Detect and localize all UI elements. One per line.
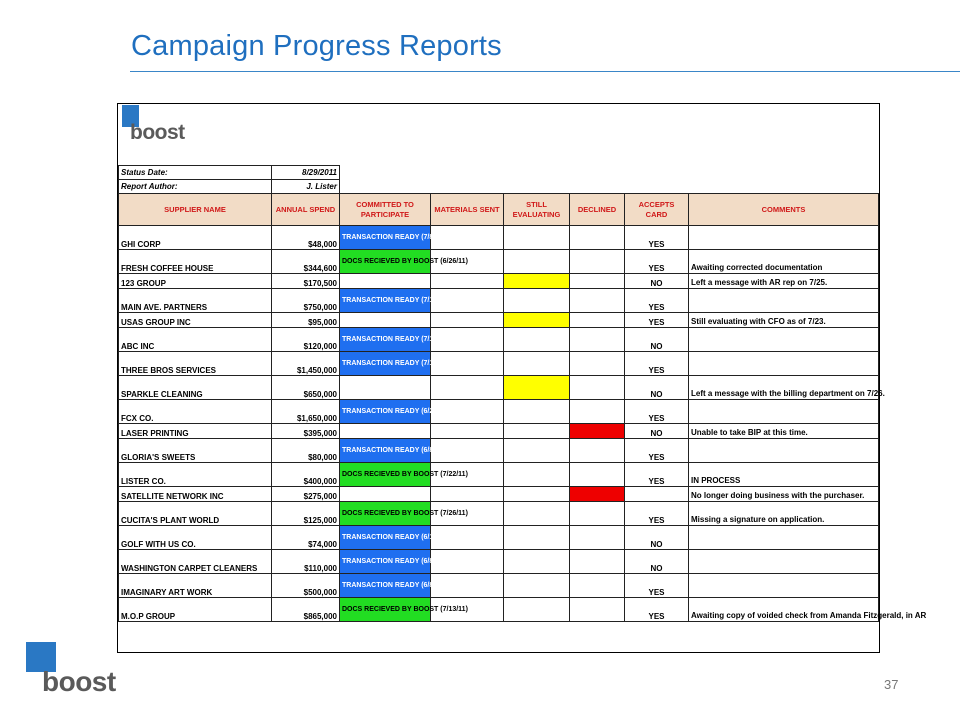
still-evaluating-cell (504, 313, 570, 328)
annual-spend: $400,000 (272, 463, 340, 487)
annual-spend: $750,000 (272, 289, 340, 313)
declined-cell (570, 574, 625, 598)
committed-status: DOCS RECIEVED BY BOOST (7/13/11) (340, 598, 431, 622)
still-evaluating-cell (504, 424, 570, 439)
annual-spend: $275,000 (272, 487, 340, 502)
report-logo (121, 104, 201, 154)
accepts-card: YES (625, 400, 689, 424)
supplier-name: GHI CORP (119, 226, 272, 250)
accepts-card: NO (625, 376, 689, 400)
status-date-row (119, 166, 879, 180)
still-evaluating-cell (504, 376, 570, 400)
comments: No longer doing business with the purchaser. (689, 487, 879, 502)
committed-status: TRANSACTION READY (6/28/2011) (340, 400, 431, 424)
comments (689, 439, 879, 463)
accepts-card: YES (625, 289, 689, 313)
annual-spend: $1,450,000 (272, 352, 340, 376)
declined-cell (570, 289, 625, 313)
declined-cell (570, 226, 625, 250)
accepts-card: YES (625, 598, 689, 622)
committed-status: TRANSACTION READY (6/8/2011) (340, 574, 431, 598)
supplier-name: IMAGINARY ART WORK (119, 574, 272, 598)
comments: Still evaluating with CFO as of 7/23. (689, 313, 879, 328)
supplier-name: GOLF WITH US CO. (119, 526, 272, 550)
committed-status: TRANSACTION READY (7/17/2011) (340, 289, 431, 313)
still-evaluating-cell (504, 289, 570, 313)
table-row (119, 502, 879, 526)
still-evaluating-cell (504, 526, 570, 550)
table-row (119, 400, 879, 424)
supplier-name: LASER PRINTING (119, 424, 272, 439)
column-header-committed: COMMITTED TO PARTICIPATE (340, 194, 431, 226)
table-row (119, 289, 879, 313)
accepts-card: YES (625, 250, 689, 274)
declined-cell (570, 424, 625, 439)
title-divider (130, 71, 960, 72)
still-evaluating-cell (504, 439, 570, 463)
declined-cell (570, 400, 625, 424)
declined-cell (570, 487, 625, 502)
table-row (119, 487, 879, 502)
comments: IN PROCESS (689, 463, 879, 487)
declined-cell (570, 313, 625, 328)
declined-cell (570, 274, 625, 289)
declined-cell (570, 328, 625, 352)
comments (689, 226, 879, 250)
committed-status: DOCS RECIEVED BY BOOST (7/26/11) (340, 502, 431, 526)
committed-status (340, 376, 431, 400)
annual-spend: $48,000 (272, 226, 340, 250)
annual-spend: $650,000 (272, 376, 340, 400)
logo-wordmark: boost (130, 121, 185, 144)
materials-sent-cell (431, 376, 504, 400)
supplier-name: LISTER CO. (119, 463, 272, 487)
committed-status: DOCS RECIEVED BY BOOST (6/26/11) (340, 250, 431, 274)
table-row (119, 598, 879, 622)
column-header-evaluating: STILL EVALUATING (504, 194, 570, 226)
comments (689, 400, 879, 424)
column-header-row (119, 194, 879, 226)
annual-spend: $1,650,000 (272, 400, 340, 424)
still-evaluating-cell (504, 250, 570, 274)
annual-spend: $125,000 (272, 502, 340, 526)
comments (689, 550, 879, 574)
still-evaluating-cell (504, 598, 570, 622)
still-evaluating-cell (504, 274, 570, 289)
still-evaluating-cell (504, 574, 570, 598)
annual-spend: $80,000 (272, 439, 340, 463)
footer-logo (26, 642, 126, 698)
annual-spend: $120,000 (272, 328, 340, 352)
supplier-name: ABC INC (119, 328, 272, 352)
declined-cell (570, 352, 625, 376)
slide-title: Campaign Progress Reports (131, 30, 502, 62)
declined-cell (570, 550, 625, 574)
committed-status: TRANSACTION READY (6/8/2011) (340, 550, 431, 574)
committed-status: TRANSACTION READY (7/18/2011) (340, 328, 431, 352)
committed-status: TRANSACTION READY (7/1/2011) (340, 352, 431, 376)
accepts-card (625, 487, 689, 502)
declined-cell (570, 526, 625, 550)
annual-spend: $95,000 (272, 313, 340, 328)
still-evaluating-cell (504, 226, 570, 250)
column-header-comments: COMMENTS (689, 194, 879, 226)
report-sheet (117, 103, 927, 653)
column-header-spend: ANNUAL SPEND (272, 194, 340, 226)
committed-status (340, 313, 431, 328)
supplier-name: FCX CO. (119, 400, 272, 424)
accepts-card: NO (625, 550, 689, 574)
annual-spend: $170,500 (272, 274, 340, 289)
annual-spend: $74,000 (272, 526, 340, 550)
table-row (119, 526, 879, 550)
table-row (119, 352, 879, 376)
accepts-card: NO (625, 526, 689, 550)
table-row (119, 574, 879, 598)
comments: Left a message with AR rep on 7/25. (689, 274, 879, 289)
column-header-accepts: ACCEPTS CARD (625, 194, 689, 226)
comments (689, 328, 879, 352)
still-evaluating-cell (504, 400, 570, 424)
table-row (119, 226, 879, 250)
committed-status (340, 424, 431, 439)
committed-status (340, 487, 431, 502)
declined-cell (570, 598, 625, 622)
supplier-name: SATELLITE NETWORK INC (119, 487, 272, 502)
accepts-card: YES (625, 352, 689, 376)
table-row (119, 328, 879, 352)
column-header-materials: MATERIALS SENT (431, 194, 504, 226)
report-author-value: J. Lister (272, 180, 340, 194)
declined-cell (570, 439, 625, 463)
report-author-row (119, 180, 879, 194)
supplier-name: SPARKLE CLEANING (119, 376, 272, 400)
table-row (119, 250, 879, 274)
comments: Left a message with the billing department on 7/26. (689, 376, 879, 400)
supplier-name: M.O.P GROUP (119, 598, 272, 622)
accepts-card: YES (625, 226, 689, 250)
supplier-name: 123 GROUP (119, 274, 272, 289)
still-evaluating-cell (504, 502, 570, 526)
committed-status: TRANSACTION READY (7/8/2011) (340, 226, 431, 250)
comments: Unable to take BIP at this time. (689, 424, 879, 439)
comments (689, 289, 879, 313)
annual-spend: $344,600 (272, 250, 340, 274)
report-author-label: Report Author: (119, 180, 272, 194)
supplier-name: MAIN AVE. PARTNERS (119, 289, 272, 313)
committed-status (340, 274, 431, 289)
table-row (119, 274, 879, 289)
supplier-name: GLORIA'S SWEETS (119, 439, 272, 463)
logo-wordmark: boost (42, 666, 116, 697)
accepts-card: YES (625, 574, 689, 598)
supplier-name: THREE BROS SERVICES (119, 352, 272, 376)
annual-spend: $865,000 (272, 598, 340, 622)
supplier-name: CUCITA'S PLANT WORLD (119, 502, 272, 526)
committed-status: DOCS RECIEVED BY BOOST (7/22/11) (340, 463, 431, 487)
annual-spend: $500,000 (272, 574, 340, 598)
comments (689, 574, 879, 598)
materials-sent-cell (431, 487, 504, 502)
status-date-label: Status Date: (119, 166, 272, 180)
declined-cell (570, 376, 625, 400)
accepts-card: YES (625, 313, 689, 328)
status-date-value: 8/29/2011 (272, 166, 340, 180)
accepts-card: NO (625, 424, 689, 439)
table-row (119, 439, 879, 463)
annual-spend: $110,000 (272, 550, 340, 574)
comments (689, 352, 879, 376)
comments: Missing a signature on application. (689, 502, 879, 526)
materials-sent-cell (431, 274, 504, 289)
still-evaluating-cell (504, 352, 570, 376)
page-number: 37 (884, 677, 899, 692)
still-evaluating-cell (504, 550, 570, 574)
campaign-progress-table (118, 165, 927, 622)
supplier-name: FRESH COFFEE HOUSE (119, 250, 272, 274)
still-evaluating-cell (504, 463, 570, 487)
accepts-card: YES (625, 502, 689, 526)
committed-status: TRANSACTION READY (6/8/2011) (340, 439, 431, 463)
table-row (119, 550, 879, 574)
declined-cell (570, 502, 625, 526)
accepts-card: NO (625, 328, 689, 352)
still-evaluating-cell (504, 487, 570, 502)
comments (689, 526, 879, 550)
comments: Awaiting corrected documentation (689, 250, 879, 274)
annual-spend: $395,000 (272, 424, 340, 439)
materials-sent-cell (431, 313, 504, 328)
table-row (119, 313, 879, 328)
comments: Awaiting copy of voided check from Amanda Fitzgerald, in AR (689, 598, 879, 622)
table-row (119, 376, 879, 400)
accepts-card: YES (625, 439, 689, 463)
accepts-card: NO (625, 274, 689, 289)
materials-sent-cell (431, 424, 504, 439)
committed-status: TRANSACTION READY (6/19/2011) (340, 526, 431, 550)
column-header-supplier: SUPPLIER NAME (119, 194, 272, 226)
column-header-declined: DECLINED (570, 194, 625, 226)
table-row (119, 424, 879, 439)
still-evaluating-cell (504, 328, 570, 352)
supplier-name: WASHINGTON CARPET CLEANERS (119, 550, 272, 574)
accepts-card: YES (625, 463, 689, 487)
declined-cell (570, 250, 625, 274)
supplier-name: USAS GROUP INC (119, 313, 272, 328)
declined-cell (570, 463, 625, 487)
table-row (119, 463, 879, 487)
